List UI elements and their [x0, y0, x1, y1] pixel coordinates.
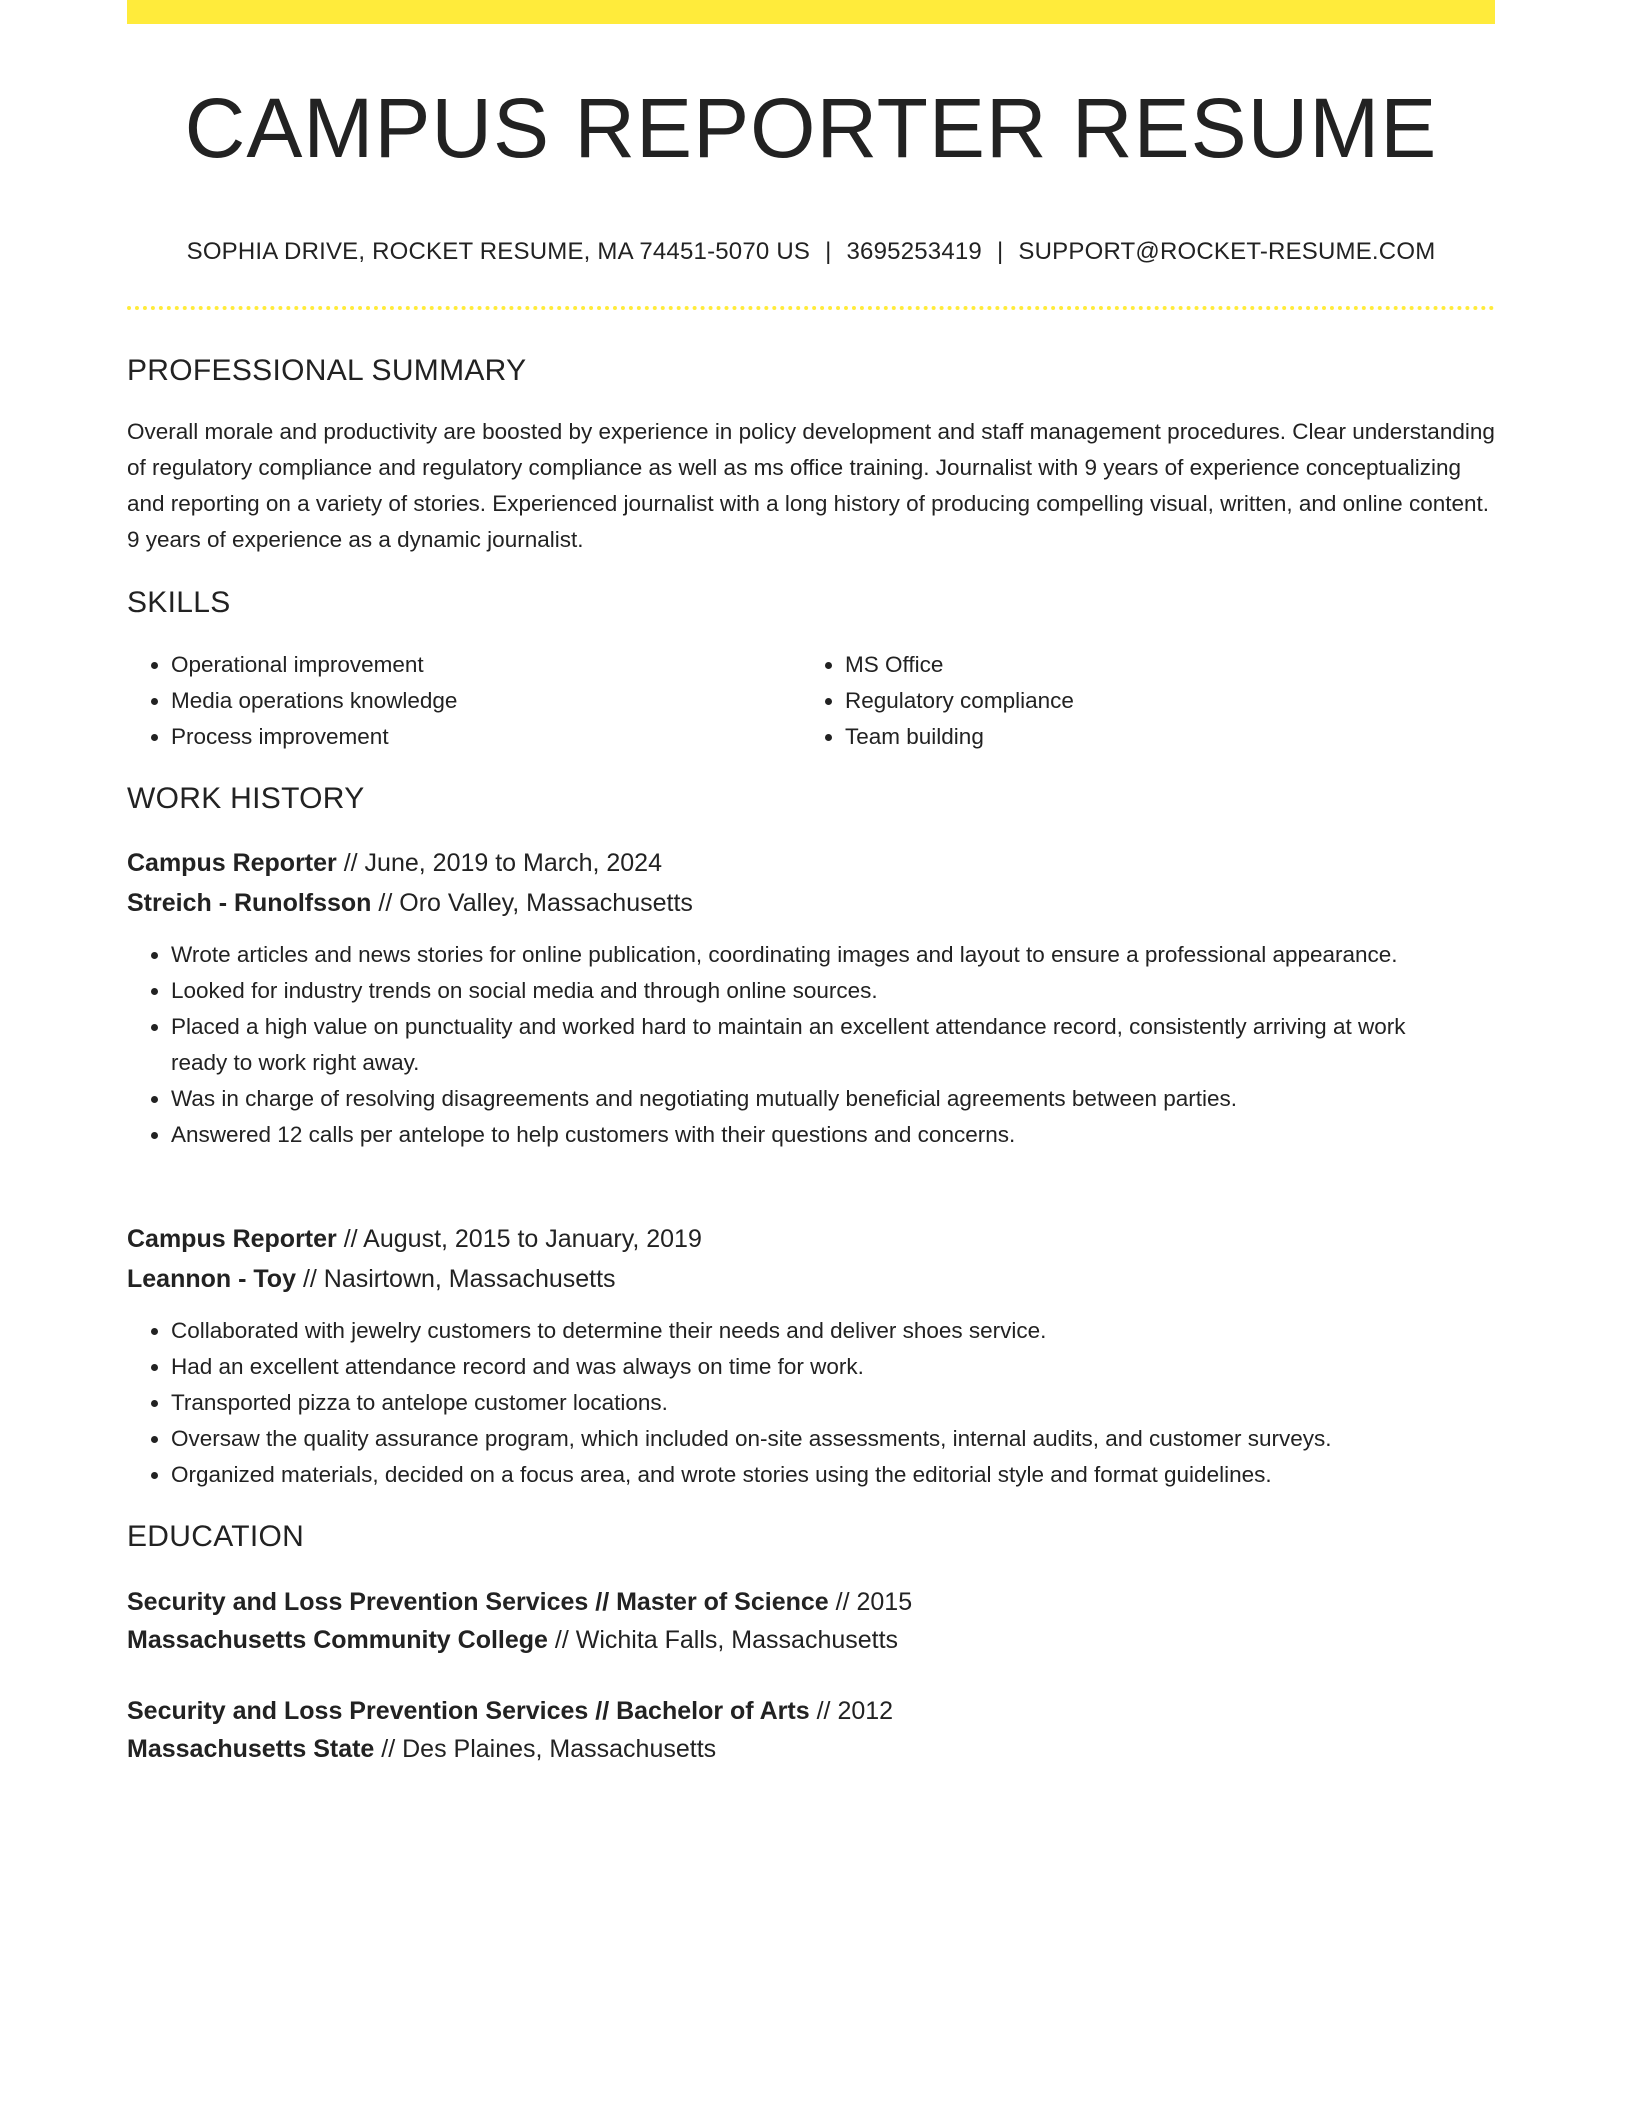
contact-address: SOPHIA DRIVE, ROCKET RESUME, MA 74451-5070 US: [186, 238, 811, 265]
list-item: • Was in charge of resolving disagreements and negotiating mutually beneficial agreements between parties.: [171, 1081, 1467, 1117]
job-title-line: [127, 844, 1495, 882]
skills-list-left: [127, 647, 797, 755]
education-degree-line: [127, 1692, 1495, 1730]
list-item: • Had an excellent attendance record and was always on time for work.: [171, 1349, 1467, 1385]
job-location: // Oro Valley, Massachusetts: [378, 889, 693, 917]
education-degree: Security and Loss Prevention Services // Bachelor of Arts: [127, 1697, 810, 1725]
skill-item: • Media operations knowledge: [171, 683, 797, 719]
job-location: // Nasirtown, Massachusetts: [302, 1265, 616, 1293]
skill-item: • Operational improvement: [171, 647, 797, 683]
list-item: • Placed a high value on punctuality and worked hard to maintain an excellent attendance record, consistently arriving at work ready to work right away.: [171, 1009, 1467, 1081]
job-title: Campus Reporter: [127, 849, 337, 877]
job-duties: [127, 1313, 1467, 1493]
summary-text: Overall morale and productivity are boosted by experience in policy development and staff management procedures. Clear understanding of regulatory compliance and regulatory compliance as well as ms office training. Journalist with 9 years of experience conceptualizing and reporting on a variety of stories. Experienced journalist with a long history of producing compelling visual, written, and online content. 9 years of experience as a dynamic journalist.: [127, 419, 1495, 552]
education-school-line: [127, 1730, 1495, 1768]
list-item: • Oversaw the quality assurance program, which included on-site assessments, internal audits, and customer surveys.: [171, 1421, 1467, 1457]
header-divider: [127, 306, 1495, 310]
job-company-line: [127, 1260, 1495, 1298]
resume-title: CAMPUS REPORTER RESUME: [184, 81, 1438, 175]
skills-left-column: [127, 647, 797, 755]
job-duties: [127, 937, 1467, 1153]
skills-heading: SKILLS: [127, 586, 231, 619]
job-duties-list: [127, 937, 1467, 1153]
job-duties-list: [127, 1313, 1467, 1493]
skills-right-column: [801, 647, 1471, 755]
list-item: • Answered 12 calls per antelope to help customers with their questions and concerns.: [171, 1117, 1467, 1153]
education-school: Massachusetts State: [127, 1735, 375, 1763]
list-item: • Transported pizza to antelope customer locations.: [171, 1385, 1467, 1421]
job-dates: // August, 2015 to January, 2019: [343, 1225, 702, 1253]
job-dates: // June, 2019 to March, 2024: [343, 849, 662, 877]
education-school-line: [127, 1621, 1495, 1659]
skill-item: • MS Office: [845, 647, 1471, 683]
list-item: • Organized materials, decided on a focus area, and wrote stories using the editorial style and format guidelines.: [171, 1457, 1467, 1493]
skill-item: • Regulatory compliance: [845, 683, 1471, 719]
education-year: // 2012: [816, 1697, 894, 1725]
contact-separator: |: [996, 238, 1004, 265]
job-title: Campus Reporter: [127, 1225, 337, 1253]
list-item: • Collaborated with jewelry customers to determine their needs and deliver shoes service.: [171, 1313, 1467, 1349]
contact-separator: |: [825, 238, 832, 265]
contact-phone: 3695253419: [846, 238, 982, 265]
contact-email: SUPPORT@ROCKET-RESUME.COM: [1018, 238, 1436, 265]
job-company: Leannon - Toy: [127, 1265, 296, 1293]
education-heading: EDUCATION: [127, 1520, 305, 1553]
summary-heading: PROFESSIONAL SUMMARY: [127, 354, 527, 387]
job-company-line: [127, 884, 1495, 922]
skills-list-right: [801, 647, 1471, 755]
skill-item: • Process improvement: [171, 719, 797, 755]
job-title-line: [127, 1220, 1495, 1258]
resume-page: [127, 0, 1495, 2112]
work-history-heading: WORK HISTORY: [127, 782, 365, 815]
list-item: • Wrote articles and news stories for online publication, coordinating images and layout to ensure a professional appearance.: [171, 937, 1467, 973]
skill-item: • Team building: [845, 719, 1471, 755]
education-degree-line: [127, 1583, 1495, 1621]
list-item: • Looked for industry trends on social media and through online sources.: [171, 973, 1467, 1009]
job-company: Streich - Runolfsson: [127, 889, 372, 917]
education-location: // Des Plaines, Massachusetts: [381, 1735, 717, 1763]
education-school: Massachusetts Community College: [127, 1626, 548, 1654]
contact-line: [127, 236, 1495, 268]
education-year: // 2015: [835, 1588, 913, 1616]
education-location: // Wichita Falls, Massachusetts: [554, 1626, 899, 1654]
accent-top-bar: [127, 0, 1495, 24]
education-degree: Security and Loss Prevention Services // Master of Science: [127, 1588, 829, 1616]
